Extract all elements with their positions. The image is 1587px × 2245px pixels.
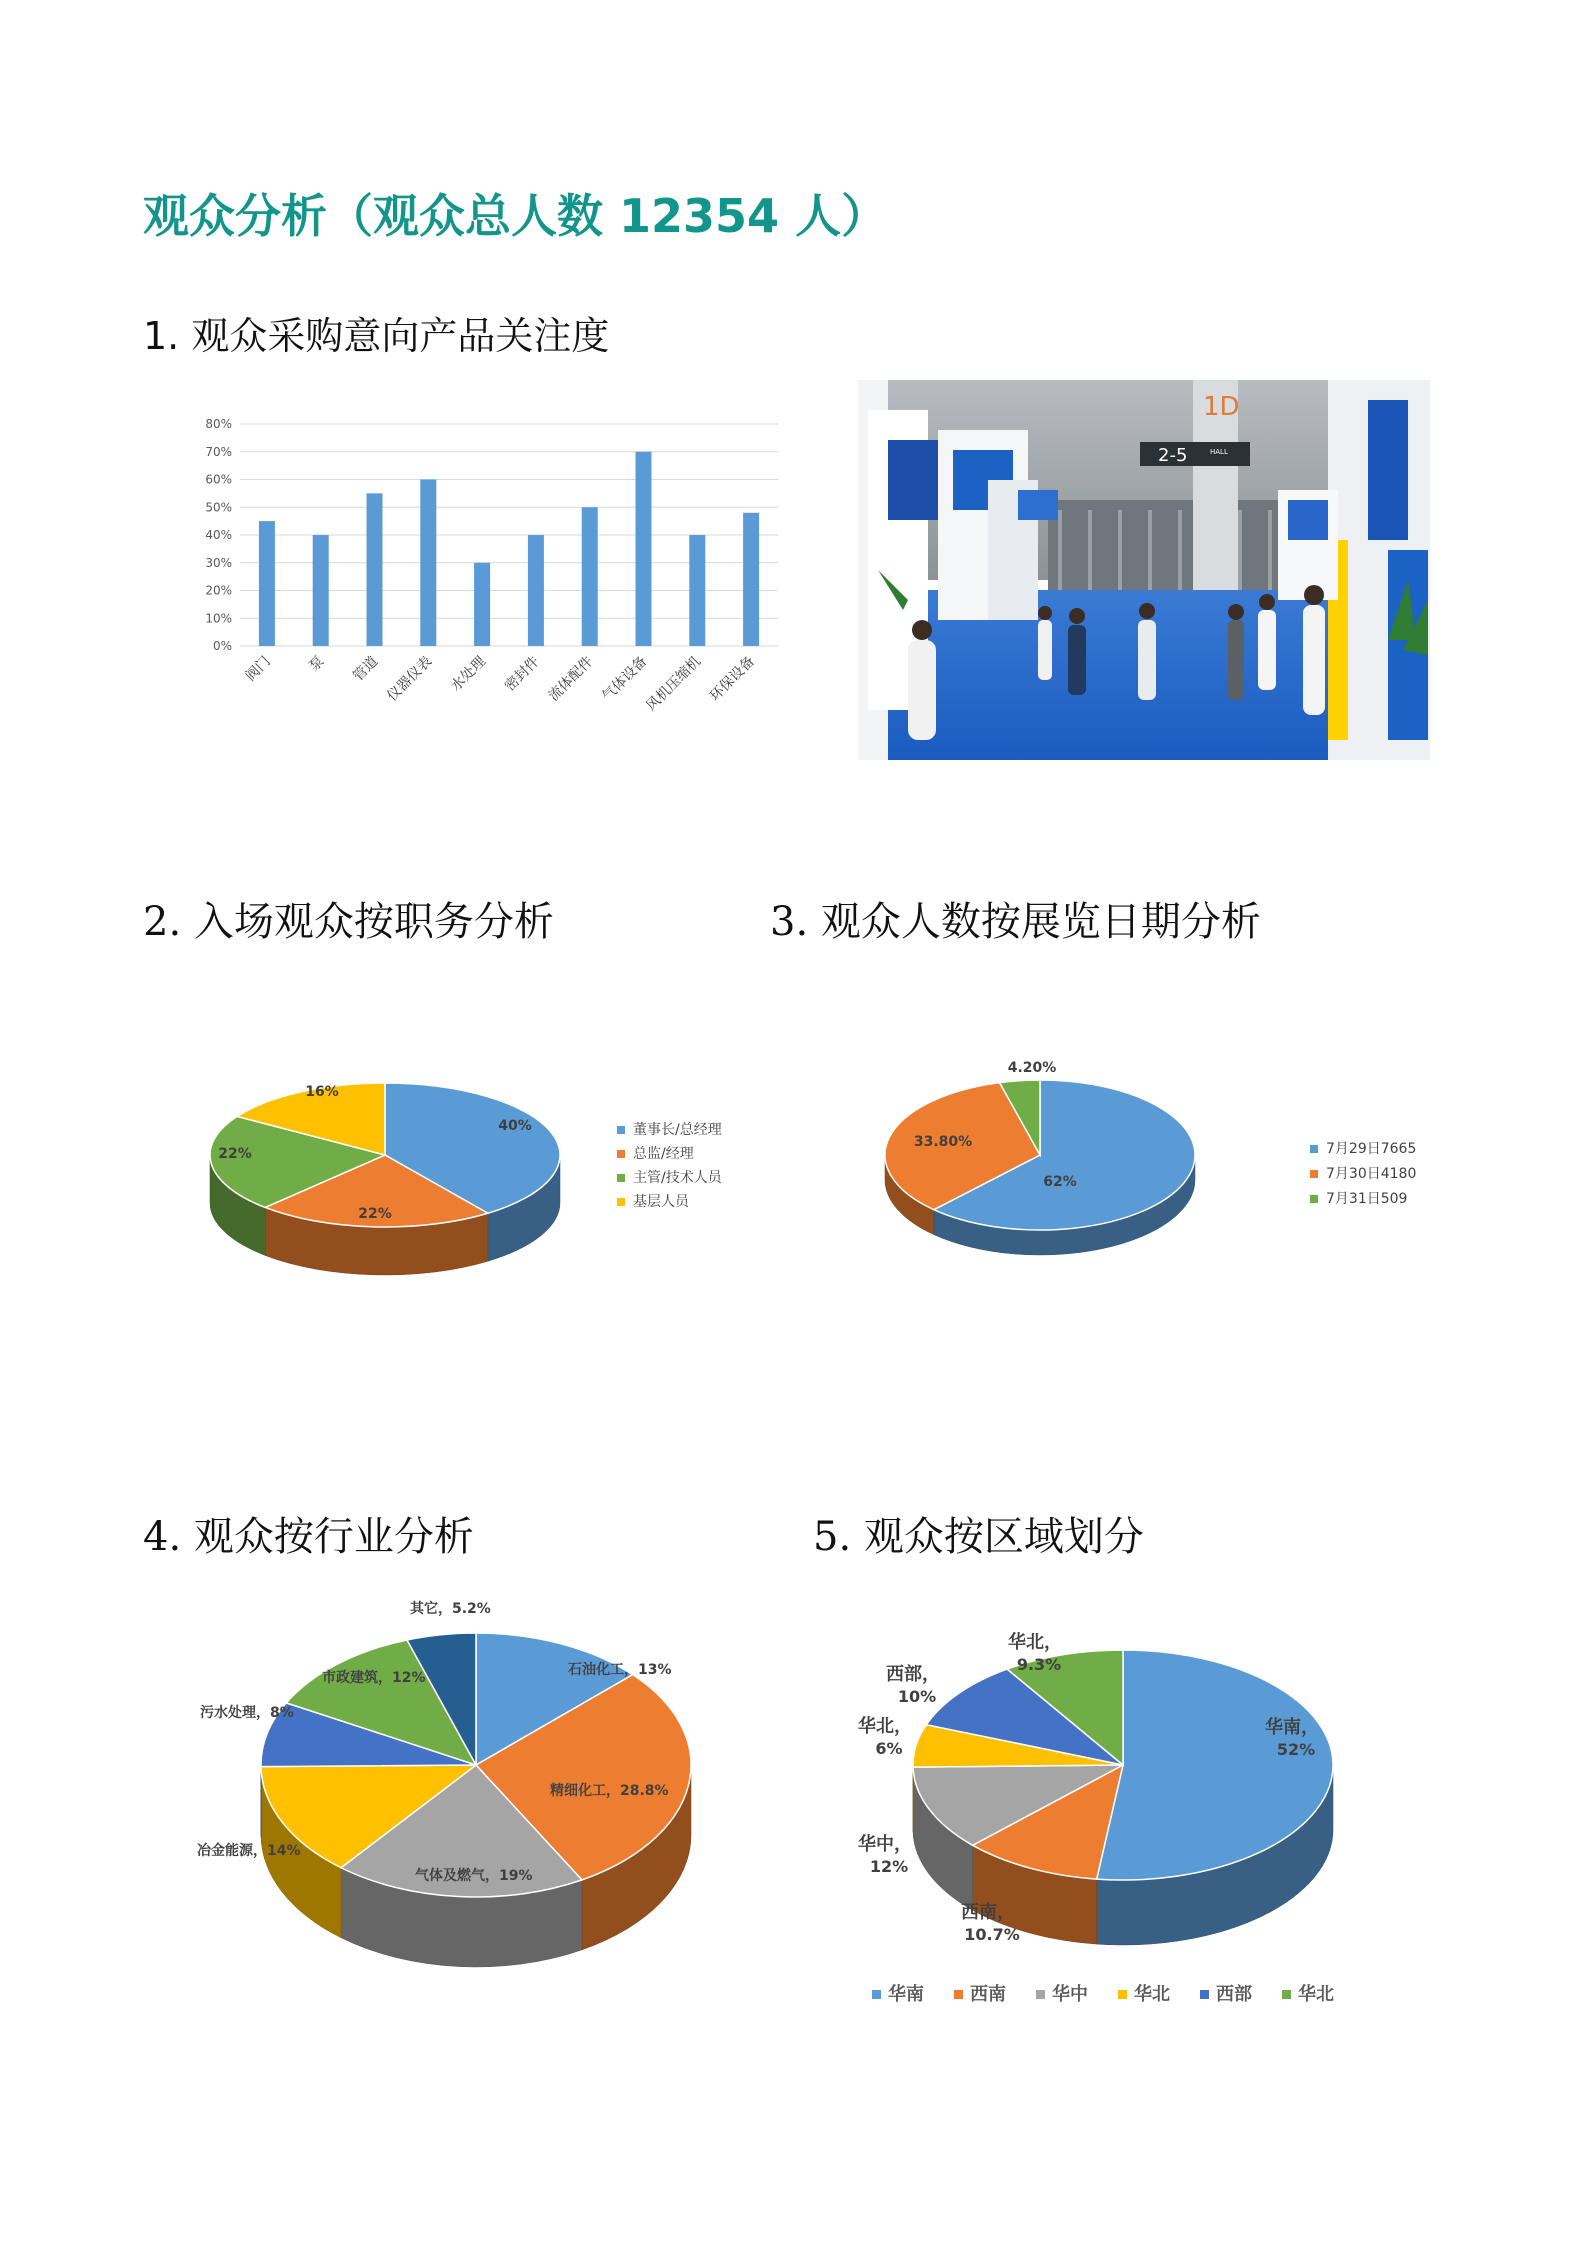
data-label: 西部，: [886, 1664, 940, 1685]
data-label: 气体及燃气，19%: [415, 1868, 533, 1884]
x-tick-label: 泵: [306, 653, 328, 675]
x-tick-label: 阀门: [242, 653, 274, 685]
data-label: 22%: [358, 1206, 392, 1222]
legend-label: 7月30日4180: [1326, 1166, 1417, 1182]
legend-label: 华北: [1298, 1984, 1334, 2005]
pillar-sign: 1D: [1203, 392, 1240, 422]
legend-swatch: [1310, 1195, 1318, 1203]
bar: [528, 535, 544, 646]
position-legend: [617, 1121, 723, 1210]
bar: [367, 493, 383, 646]
legend-swatch: [872, 1990, 881, 1999]
interest-y-ticks: [205, 417, 232, 653]
region-legend: [872, 1983, 1334, 2005]
legend-label: 西南: [970, 1984, 1006, 2005]
position-pie-chart: [200, 1050, 760, 1310]
data-label: 西南，: [961, 1902, 1015, 1923]
legend-label: 华北: [1134, 1984, 1170, 2005]
y-tick-label: 60%: [205, 472, 232, 487]
region-pie-chart: [840, 1610, 1400, 2040]
legend-label: 7月31日509: [1326, 1191, 1408, 1207]
legend-label: 7月29日7665: [1326, 1141, 1417, 1157]
x-tick-label: 水处理: [447, 653, 489, 695]
legend-swatch: [1310, 1170, 1318, 1178]
exhibition-photo: [858, 380, 1430, 760]
y-tick-label: 20%: [205, 583, 232, 598]
bar: [743, 513, 759, 646]
y-tick-label: 0%: [212, 639, 232, 653]
interest-bars: [259, 452, 759, 646]
bar: [313, 535, 329, 646]
x-tick-label: 风机压缩机: [643, 653, 705, 715]
legend-swatch: [1118, 1990, 1127, 1999]
legend-swatch: [617, 1126, 625, 1134]
data-label: 52%: [1276, 1740, 1316, 1759]
legend-label: 基层人员: [633, 1194, 689, 1210]
x-tick-label: 气体设备: [599, 653, 651, 705]
data-label: 市政建筑，12%: [322, 1670, 426, 1686]
date-legend: [1310, 1141, 1416, 1207]
legend-swatch: [617, 1174, 625, 1182]
data-label: 12%: [869, 1857, 909, 1876]
hall-sign-text: 2-5: [1158, 445, 1188, 466]
date-pie: [885, 1080, 1195, 1255]
data-label: 4.20%: [1007, 1060, 1057, 1076]
x-tick-label: 环保设备: [707, 653, 758, 705]
legend-label: 华中: [1052, 1984, 1088, 2005]
data-label: 9.3%: [1016, 1655, 1062, 1674]
interest-bar-chart: [180, 400, 800, 760]
section-title-region: 5. 观众按区域划分: [813, 1514, 1144, 1560]
interest-x-labels: [242, 653, 758, 715]
bar: [636, 452, 652, 646]
region-pie: [913, 1650, 1333, 1945]
y-tick-label: 40%: [205, 528, 232, 542]
data-label: 62%: [1043, 1174, 1077, 1190]
exhibition-hall-image: [858, 380, 1430, 760]
y-tick-label: 70%: [205, 444, 232, 459]
data-label: 华中，: [858, 1834, 912, 1855]
section-title-position: 2. 入场观众按职务分析: [143, 899, 554, 945]
legend-swatch: [1310, 1145, 1318, 1153]
bar: [474, 563, 490, 646]
bar: [689, 535, 705, 646]
legend-swatch: [617, 1198, 625, 1206]
legend-swatch: [1036, 1990, 1045, 1999]
data-label: 冶金能源，14%: [197, 1843, 301, 1859]
x-tick-label: 流体配件: [545, 653, 597, 705]
legend-label: 华南: [888, 1984, 924, 2005]
industry-pie-chart: [180, 1590, 740, 1990]
position-pie: [210, 1083, 560, 1275]
y-tick-label: 50%: [205, 500, 232, 515]
data-label: 华北，: [1008, 1632, 1062, 1653]
x-tick-label: 仪器仪表: [384, 653, 436, 705]
data-label: 污水处理，8%: [200, 1705, 294, 1721]
y-tick-label: 30%: [205, 555, 232, 570]
data-label: 其它，5.2%: [410, 1601, 491, 1617]
data-label: 6%: [875, 1739, 903, 1758]
data-label: 石油化工，13%: [568, 1662, 672, 1678]
bar: [259, 521, 275, 646]
legend-swatch: [617, 1150, 625, 1158]
data-label: 22%: [218, 1146, 252, 1162]
legend-swatch: [1282, 1990, 1291, 1999]
x-tick-label: 密封件: [501, 653, 543, 695]
data-label: 10%: [897, 1687, 937, 1706]
data-label: 10.7%: [964, 1925, 1020, 1944]
y-tick-label: 80%: [205, 417, 232, 431]
legend-swatch: [1200, 1990, 1209, 1999]
data-label: 16%: [305, 1084, 339, 1100]
legend-swatch: [954, 1990, 963, 1999]
data-label: 40%: [498, 1118, 532, 1134]
legend-label: 西部: [1216, 1984, 1252, 2005]
bar: [582, 507, 598, 646]
y-tick-label: 10%: [205, 611, 232, 626]
data-label: 精细化工，28.8%: [550, 1783, 669, 1799]
data-label: 33.80%: [913, 1134, 973, 1150]
data-label: 华北，: [858, 1716, 912, 1737]
date-pie-chart: [913, 1050, 1460, 1310]
section-title-industry: 4. 观众按行业分析: [143, 1514, 474, 1560]
bar: [420, 480, 436, 647]
section-title-interest: 1. 观众采购意向产品关注度: [143, 314, 610, 358]
legend-label: 董事长/总经理: [633, 1122, 722, 1138]
data-label: 华南，: [1265, 1717, 1319, 1738]
page-title: 观众分析（观众总人数 12354 人）: [143, 189, 888, 243]
x-tick-label: 管道: [350, 653, 382, 685]
legend-label: 主管/技术人员: [633, 1170, 722, 1186]
legend-label: 总监/经理: [633, 1146, 694, 1162]
hall-sign-small: HALL: [1210, 448, 1228, 456]
section-title-date: 3. 观众人数按展览日期分析: [770, 899, 1261, 945]
